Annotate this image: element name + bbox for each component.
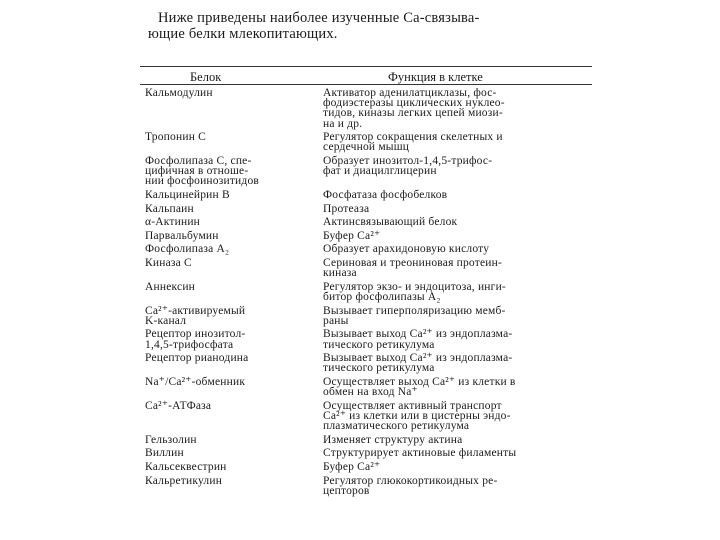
protein-function-line: раны [323,314,349,327]
protein-name [145,377,315,387]
table-row [145,204,595,218]
protein-name-line: Гельзолин [145,433,197,446]
protein-name-line: α-Актинин [145,216,201,229]
protein-function-line: обмен на вход Na⁺ [323,386,418,399]
table-row [145,132,595,156]
protein-function [323,401,595,432]
table-row [145,448,595,462]
protein-function-line: Сериновая и треониновая протеин- [323,256,503,269]
protein-function-line: Ca²⁺ из клетки или в цистерны эндо- [323,409,511,422]
protein-name [145,132,315,142]
protein-function [323,244,595,254]
protein-function-line: Протеаза [323,202,370,215]
protein-function [323,258,595,278]
column-header-function: Функция в клетке [388,70,483,84]
protein-function-line: Активатор аденилатциклазы, фос- [323,87,497,99]
table-row [145,476,595,500]
protein-name [145,353,315,363]
protein-function [323,156,595,176]
protein-name-line: Киназа С [145,256,192,269]
intro-line-1: Ниже приведены наиболее изученные Са-связыва- [158,10,480,26]
table-row [145,435,595,449]
protein-function-line: битор фосфолипазы A₂ [323,290,441,303]
protein-name-line: Кальцинейрин В [145,188,230,201]
protein-name [145,217,315,227]
protein-name [145,448,315,458]
protein-function [323,88,595,129]
protein-name-line: Ca²⁺-АТФаза [145,399,212,412]
protein-name-line: Кальмодулин [145,87,213,99]
protein-name-line: цифичная в отноше- [145,165,249,178]
protein-function [323,462,595,472]
protein-function [323,353,595,373]
protein-function [323,448,595,458]
protein-name [145,244,315,254]
protein-name-line: нии фосфоинозитидов [145,175,260,188]
protein-name-line: 1,4,5-трифосфата [145,338,234,351]
protein-name-line: Виллин [145,447,184,460]
table-row [145,282,595,306]
protein-name-line: Фосфолипаза С, спе- [145,154,252,167]
protein-function-line: на и др. [323,117,363,130]
protein-name-line: Кальпаин [145,202,194,215]
protein-name-line: Парвальбумин [145,229,219,242]
protein-name-line: Рецептор инозитол- [145,328,246,341]
table-row [145,329,595,353]
protein-function-line: плазматического ретикулума [323,420,470,433]
table-body [145,88,595,499]
intro-line-2: ющие белки млекопитающих. [148,26,338,42]
protein-function-line: Регулятор сокращения скелетных и [323,131,503,144]
protein-function-line: тического ретикулума [323,362,435,375]
protein-function [323,231,595,241]
protein-function-line: сердечной мышц [323,141,410,154]
protein-name [145,190,315,200]
column-header-protein: Белок [190,70,222,84]
protein-function [323,190,595,200]
protein-name [145,258,315,268]
protein-function-line: фат и диацилглицерин [323,165,437,178]
protein-function-line: Вызывает выход Ca²⁺ из эндоплазма- [323,328,513,341]
table-row [145,353,595,377]
protein-name-line: Кальсеквестрин [145,460,227,473]
protein-name-line: K-канал [145,314,187,327]
protein-function [323,329,595,349]
protein-function-line: киназа [323,267,357,280]
protein-function-line: Осуществляет активный транспорт [323,399,502,412]
protein-function-line: цепторов [323,484,370,497]
protein-function-line: Регулятор глюкокортикоидных ре- [323,474,498,487]
protein-function-line: тического ретикулума [323,338,435,351]
protein-name-line: Тропонин С [145,131,206,144]
table-top-rule [140,66,592,67]
protein-name-line: Рецептор рианодина [145,352,249,365]
table-row [145,306,595,330]
protein-function [323,306,595,326]
protein-function-line: Образует инозитол-1,4,5-трифос- [323,154,493,167]
table-row [145,377,595,401]
protein-function-line: Образует арахидоновую кислоту [323,243,490,256]
protein-name [145,435,315,445]
protein-function-line: Вызывает гиперполяризацию мемб- [323,304,506,317]
protein-name-line: Аннексин [145,280,196,293]
table-row [145,462,595,476]
protein-name [145,476,315,486]
protein-name-line: Фосфолипаза A₂ [145,243,230,256]
protein-name [145,204,315,214]
protein-function [323,132,595,152]
protein-function-line: Регулятор экзо- и эндоцитоза, инги- [323,280,506,293]
protein-function-line: тидов, киназы легких цепей миози- [323,107,503,120]
table-row [145,244,595,258]
table-row [145,217,595,231]
protein-function [323,282,595,302]
table-row [145,258,595,282]
protein-name [145,329,315,349]
protein-function [323,204,595,214]
protein-function-line: Вызывает выход Ca²⁺ из эндоплазма- [323,352,513,365]
protein-function [323,435,595,445]
protein-name-line: Кальретикулин [145,474,223,487]
protein-function-line: Изменяет структуру актина [323,433,463,446]
protein-name-line: Ca²⁺-активируемый [145,304,246,317]
protein-name-line: Na⁺/Ca²⁺-обменник [145,375,246,388]
protein-name [145,88,315,98]
protein-function [323,377,595,397]
protein-name [145,401,315,411]
table-row [145,231,595,245]
protein-function-line: Буфер Ca²⁺ [323,460,381,473]
protein-function-line: Фосфатаза фосфобелков [323,188,448,201]
protein-function-line: Буфер Ca²⁺ [323,229,381,242]
protein-name [145,282,315,292]
protein-function-line: фодиэстеразы циклических нуклео- [323,97,505,110]
protein-function-line: Осуществляет выход Ca²⁺ из клетки в [323,375,516,388]
protein-name [145,306,315,326]
protein-name [145,156,315,187]
table-row [145,88,595,132]
protein-function [323,217,595,227]
table-row [145,156,595,190]
intro-paragraph [148,10,598,42]
table-header-rule [140,84,592,85]
protein-function [323,476,595,496]
protein-name [145,231,315,241]
protein-function-line: Структурирует актиновые филаменты [323,447,517,460]
protein-name [145,462,315,472]
table-row [145,190,595,204]
table-row [145,401,595,435]
protein-function-line: Актинсвязывающий белок [323,216,458,229]
